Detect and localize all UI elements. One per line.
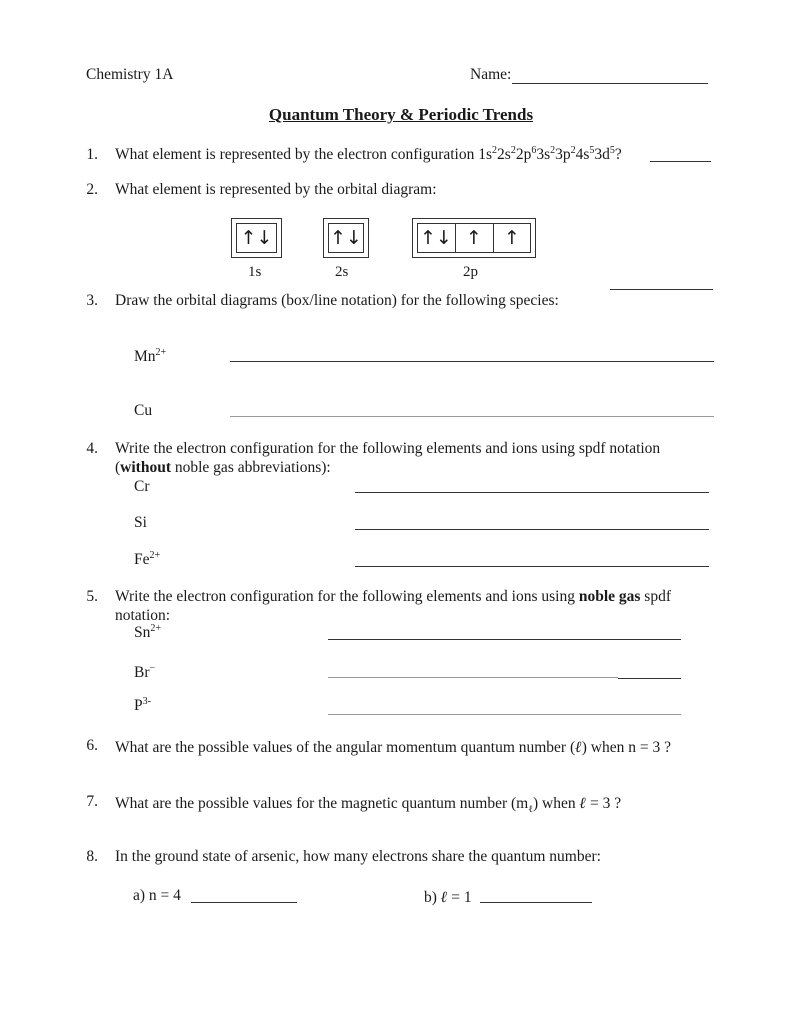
orbital-2p-label: 2p xyxy=(463,264,478,280)
q2-text: What element is represented by the orbital diagram: xyxy=(115,181,437,198)
q4-cr-answer-line[interactable] xyxy=(355,492,709,493)
q1-number: 1. xyxy=(86,146,98,163)
q5-species-p: $P^{3-}$ xyxy=(134,696,151,714)
course-label: Chemistry 1A xyxy=(86,66,174,83)
orbital-2p-box xyxy=(412,218,536,258)
orbital-1s-label: 1s xyxy=(248,264,262,280)
q3-cu-answer-line[interactable] xyxy=(230,416,714,417)
q4-species-cr: Cr xyxy=(134,478,150,495)
page-title: Quantum Theory & Periodic Trends xyxy=(268,105,534,124)
ell-symbol: ℓ xyxy=(579,793,587,812)
orbital-1s-arrows: ↑↓ xyxy=(240,227,273,249)
q7-number: 7. xyxy=(86,793,98,810)
q5-text-line1: Write the electron configuration for the following elements and ions using noble gas spdf xyxy=(115,588,671,605)
orbital-1s-box xyxy=(231,218,282,258)
q8-b-answer-line[interactable] xyxy=(480,902,592,903)
q8-a-answer-line[interactable] xyxy=(191,902,297,903)
q2-answer-line[interactable] xyxy=(610,289,713,290)
q5-species-sn: $Sn^{2+}$ xyxy=(134,623,162,641)
q5-sn-answer-line[interactable] xyxy=(328,639,681,640)
ell-symbol: ℓ xyxy=(440,887,448,906)
q4-number: 4. xyxy=(86,440,98,457)
orbital-2p-cell-2: ↑ xyxy=(466,227,482,249)
q1-answer-line[interactable] xyxy=(650,161,711,162)
q3-species-mn: $Mn^{2+}$ xyxy=(134,347,167,365)
q3-mn-answer-line[interactable] xyxy=(230,361,714,362)
ell-symbol: ℓ xyxy=(575,737,582,756)
q3-number: 3. xyxy=(86,292,98,309)
q7-text: What are the possible values for the magnetic quantum number $(m_\ell)$ when ℓ = 3 ? xyxy=(115,793,622,816)
q4-species-si: Si xyxy=(134,514,147,531)
q5-number: 5. xyxy=(86,588,98,605)
q8-text: In the ground state of arsenic, how many electrons share the quantum number: xyxy=(115,848,601,865)
q1-text: What element is represented by the electron configuration $1s^22s^22p^63s^23p^24s^53d^5$? xyxy=(115,145,622,163)
name-label: Name: xyxy=(470,66,512,83)
orbital-2s-box xyxy=(323,218,369,258)
orbital-2p-cell-3: ↑ xyxy=(504,227,520,249)
q8-part-b: b) ℓ = 1 xyxy=(424,887,472,906)
q5-p-answer-line[interactable] xyxy=(328,714,681,715)
q4-text-line2: (without noble gas abbreviations): xyxy=(115,459,331,476)
q3-species-cu: Cu xyxy=(134,402,153,419)
q8-number: 8. xyxy=(86,848,98,865)
q5-br-answer-line-end xyxy=(618,678,681,679)
name-field[interactable] xyxy=(512,83,708,84)
q6-number: 6. xyxy=(86,737,98,754)
q2-number: 2. xyxy=(86,181,98,198)
q3-text: Draw the orbital diagrams (box/line notation) for the following species: xyxy=(115,292,559,309)
q6-text: What are the possible values of the angular momentum quantum number (ℓ) when n = 3 ? xyxy=(115,737,671,756)
q4-fe-answer-line[interactable] xyxy=(355,566,709,567)
q4-species-fe: $Fe^{2+}$ xyxy=(134,550,161,568)
orbital-2s-label: 2s xyxy=(335,264,349,280)
q4-si-answer-line[interactable] xyxy=(355,529,709,530)
orbital-2p-cell-1: ↑↓ xyxy=(420,227,452,249)
q5-text-line2: notation: xyxy=(115,607,171,624)
q5-species-br: Br− xyxy=(134,663,156,681)
q5-br-answer-line[interactable] xyxy=(328,677,618,678)
q4-text-line1: Write the electron configuration for the following elements and ions using spdf notation xyxy=(115,440,661,457)
q8-part-a: a) n = 4 xyxy=(133,887,181,904)
orbital-2s-arrows: ↑↓ xyxy=(330,227,362,249)
